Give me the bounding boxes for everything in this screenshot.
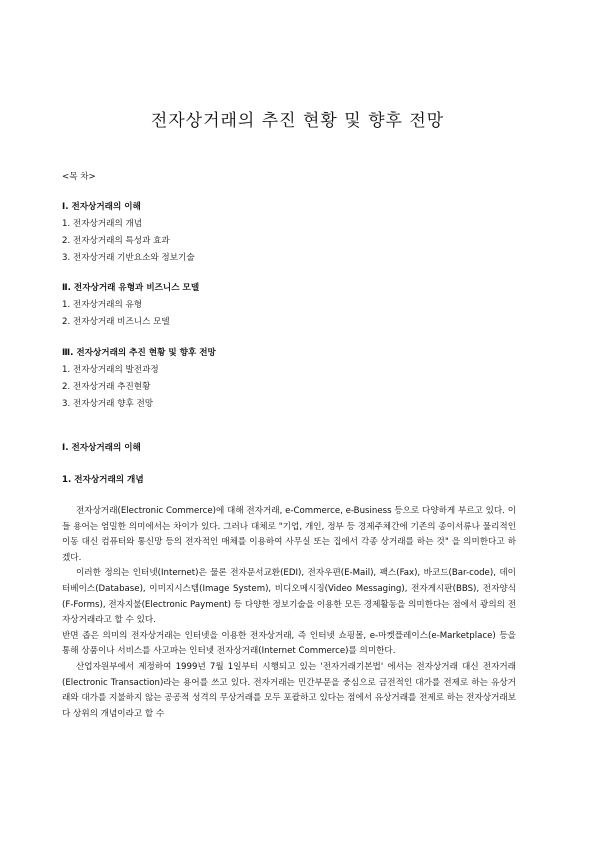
paragraph: 산업자원부에서 제정하여 1999년 7월 1일부터 시행되고 있는 '전자거래기본법' 에서는 전자상거래 대신 전자거래(Electronic Transaction)라는 용어를 쓰고 있다. 전자거래는 민간부문을 중심으로 금전적인 대가를 전제로 하는 유상거래와 대가를 지불하지 않는 공공적 성격의 무상거래를 모두 포괄하고 있다는 점에서 유상거래를 전제로 하는 전자상거래보다 상위의 개념이라고 할 수 bbox=[62, 661, 516, 719]
toc-item: 1. 전자상거래의 개념 bbox=[62, 219, 143, 229]
toc-item: 2. 전자상거래의 특성과 효과 bbox=[62, 236, 170, 246]
toc-item: 3. 전자상거래 기반요소와 정보기술 bbox=[62, 253, 195, 263]
toc-item: 2. 전자상거래 추진현황 bbox=[62, 382, 151, 392]
toc-item: 1. 전자상거래의 발전과정 bbox=[62, 365, 159, 375]
toc-section-1-heading: Ⅰ. 전자상거래의 이해 bbox=[62, 202, 141, 212]
toc-section-3-heading: Ⅲ. 전자상거래의 추진 현황 및 향후 전망 bbox=[62, 348, 216, 358]
body-section-heading: Ⅰ. 전자상거래의 이해 bbox=[62, 443, 141, 453]
toc-item: 1. 전자상거래의 유형 bbox=[62, 300, 143, 310]
paragraph: 이러한 정의는 인터넷(Internet)은 물론 전자문서교환(EDI), 전자우편(E-Mail), 팩스(Fax), 바코드(Bar-code), 데이터베이스(Database), 이미지시스템(Image System), 비디오메시징(Video Messaging), 전자게시판(BBS), 전자양식(F-Forms), 전자지불(Electronic Payment) 등 다양한 정보기술을 이용한 모든 경제활동을 의미한다는 점에서 광의의 전자상거래라고 할 수 있다. bbox=[62, 568, 516, 626]
toc-section-2-heading: Ⅱ. 전자상거래 유형과 비즈니스 모델 bbox=[62, 283, 200, 293]
document-title: 전자상거래의 추진 현황 및 향후 전망 bbox=[150, 111, 445, 131]
paragraph: 전자상거래(Electronic Commerce)에 대해 전자거래, e-Commerce, e-Business 등으로 다양하게 부르고 있다. 이들 용어는 엄밀한 의미에서는 차이가 있다. 그러나 대체로 "기업, 개인, 정부 등 경제주체간에 기존의 종이서류나 물리적인 이동 대신 컴퓨터와 통신망 등의 전자적인 매체를 이용하여 사무실 또는 집에서 각종 상거래를 하는 것" 을 의미한다고 하겠다. bbox=[62, 506, 516, 563]
toc-label: <목 차> bbox=[62, 172, 96, 182]
toc-item: 2. 전자상거래 비즈니스 모델 bbox=[62, 317, 170, 327]
paragraph: 반면 좁은 의미의 전자상거래는 인터넷을 이용한 전자상거래, 즉 인터넷 쇼핑몰, e-마켓플레이스(e-Marketplace) 등을 통해 상품이나 서비스를 사고파는 인터넷 전자상거래(Internet Commerce)를 의미한다. bbox=[62, 630, 516, 657]
toc-item: 3. 전자상거래 향후 전망 bbox=[62, 399, 154, 409]
body-text bbox=[62, 504, 516, 722]
body-subheading: 1. 전자상거래의 개념 bbox=[62, 475, 144, 485]
